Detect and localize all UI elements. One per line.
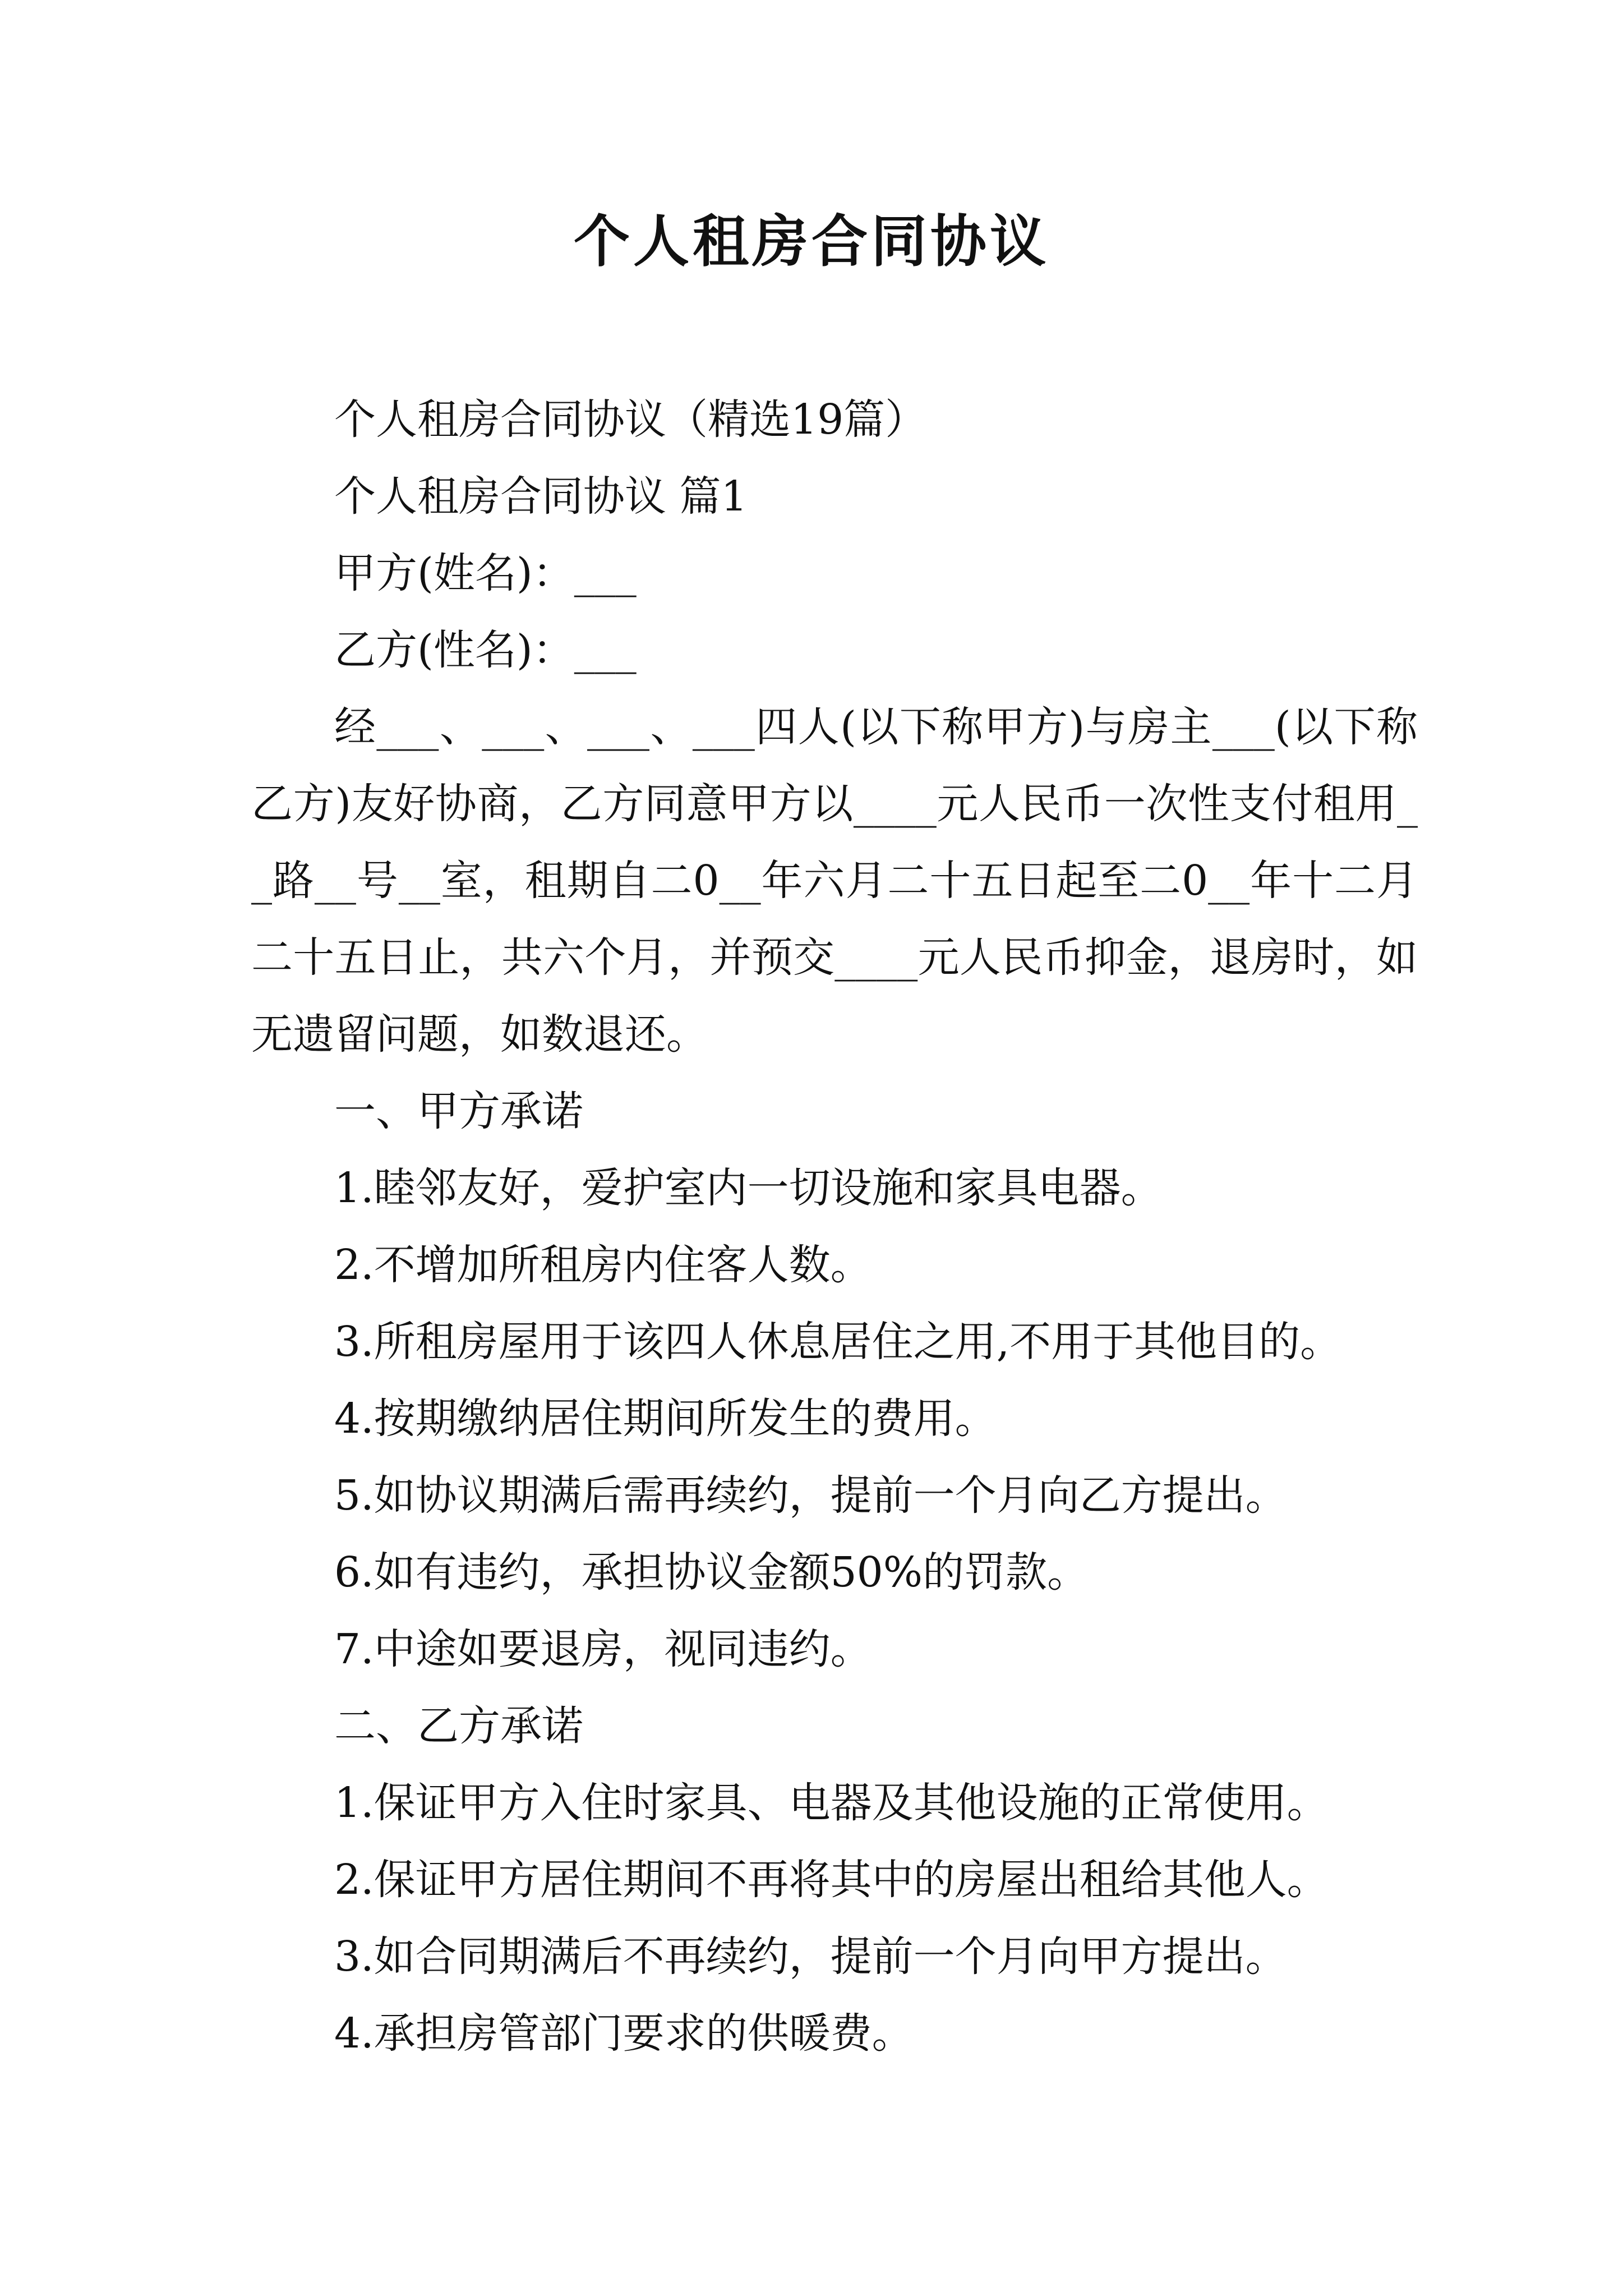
party-a-item: 6.如有违约，承担协议金额50%的罚款。 — [334, 1548, 1089, 1596]
party-b-item: 1.保证甲方入住时家具、电器及其他设施的正常使用。 — [334, 1779, 1329, 1827]
party-a-item: 4.按期缴纳居住期间所发生的费用。 — [334, 1395, 997, 1443]
document-title: 个人租房合同协议 — [574, 208, 1049, 274]
party-b-item: 2.保证甲方居住期间不再将其中的房屋出租给其他人。 — [334, 1856, 1329, 1904]
party-b-item: 4.承担房管部门要求的供暖费。 — [334, 2009, 914, 2058]
party-b-item: 3.如合同期满后不再续约，提前一个月向甲方提出。 — [334, 1932, 1287, 1981]
party-a-item: 2.不增加所租房内住客人数。 — [334, 1241, 872, 1289]
party-a-item: 1.睦邻友好，爱护室内一切设施和家具电器。 — [334, 1164, 1163, 1212]
party-a-name-line: 甲方(姓名)：___ — [334, 549, 637, 597]
party-a-item: 5.如协议期满后需再续约，提前一个月向乙方提出。 — [334, 1471, 1287, 1520]
section-heading: 个人租房合同协议 篇1 — [334, 472, 748, 521]
party-a-commitments-heading: 一、甲方承诺 — [334, 1087, 583, 1135]
document-body — [251, 381, 1418, 2072]
party-b-commitments-heading: 二、乙方承诺 — [334, 1702, 583, 1750]
party-a-item: 7.中途如要退房，视同违约。 — [334, 1625, 872, 1673]
party-a-item: 3.所租房屋用于该四人休息居住之用,不用于其他目的。 — [334, 1318, 1342, 1366]
party-b-name-line: 乙方(性名)：___ — [334, 626, 637, 674]
intro-paragraph: 经___、___、___、___四人(以下称甲方)与房主___(以下称乙方)友好协商，乙方同意甲方以____元人民币一次性支付租用__路__号__室，租期自二0__年六月二十五日起至二0__年十二月二十五日止，共六个月，并预交____元人民币抑金，退房时，如无遗留问题，如数退还。 — [251, 703, 1418, 1059]
document-subtitle: 个人租房合同协议（精选19篇） — [334, 395, 927, 444]
